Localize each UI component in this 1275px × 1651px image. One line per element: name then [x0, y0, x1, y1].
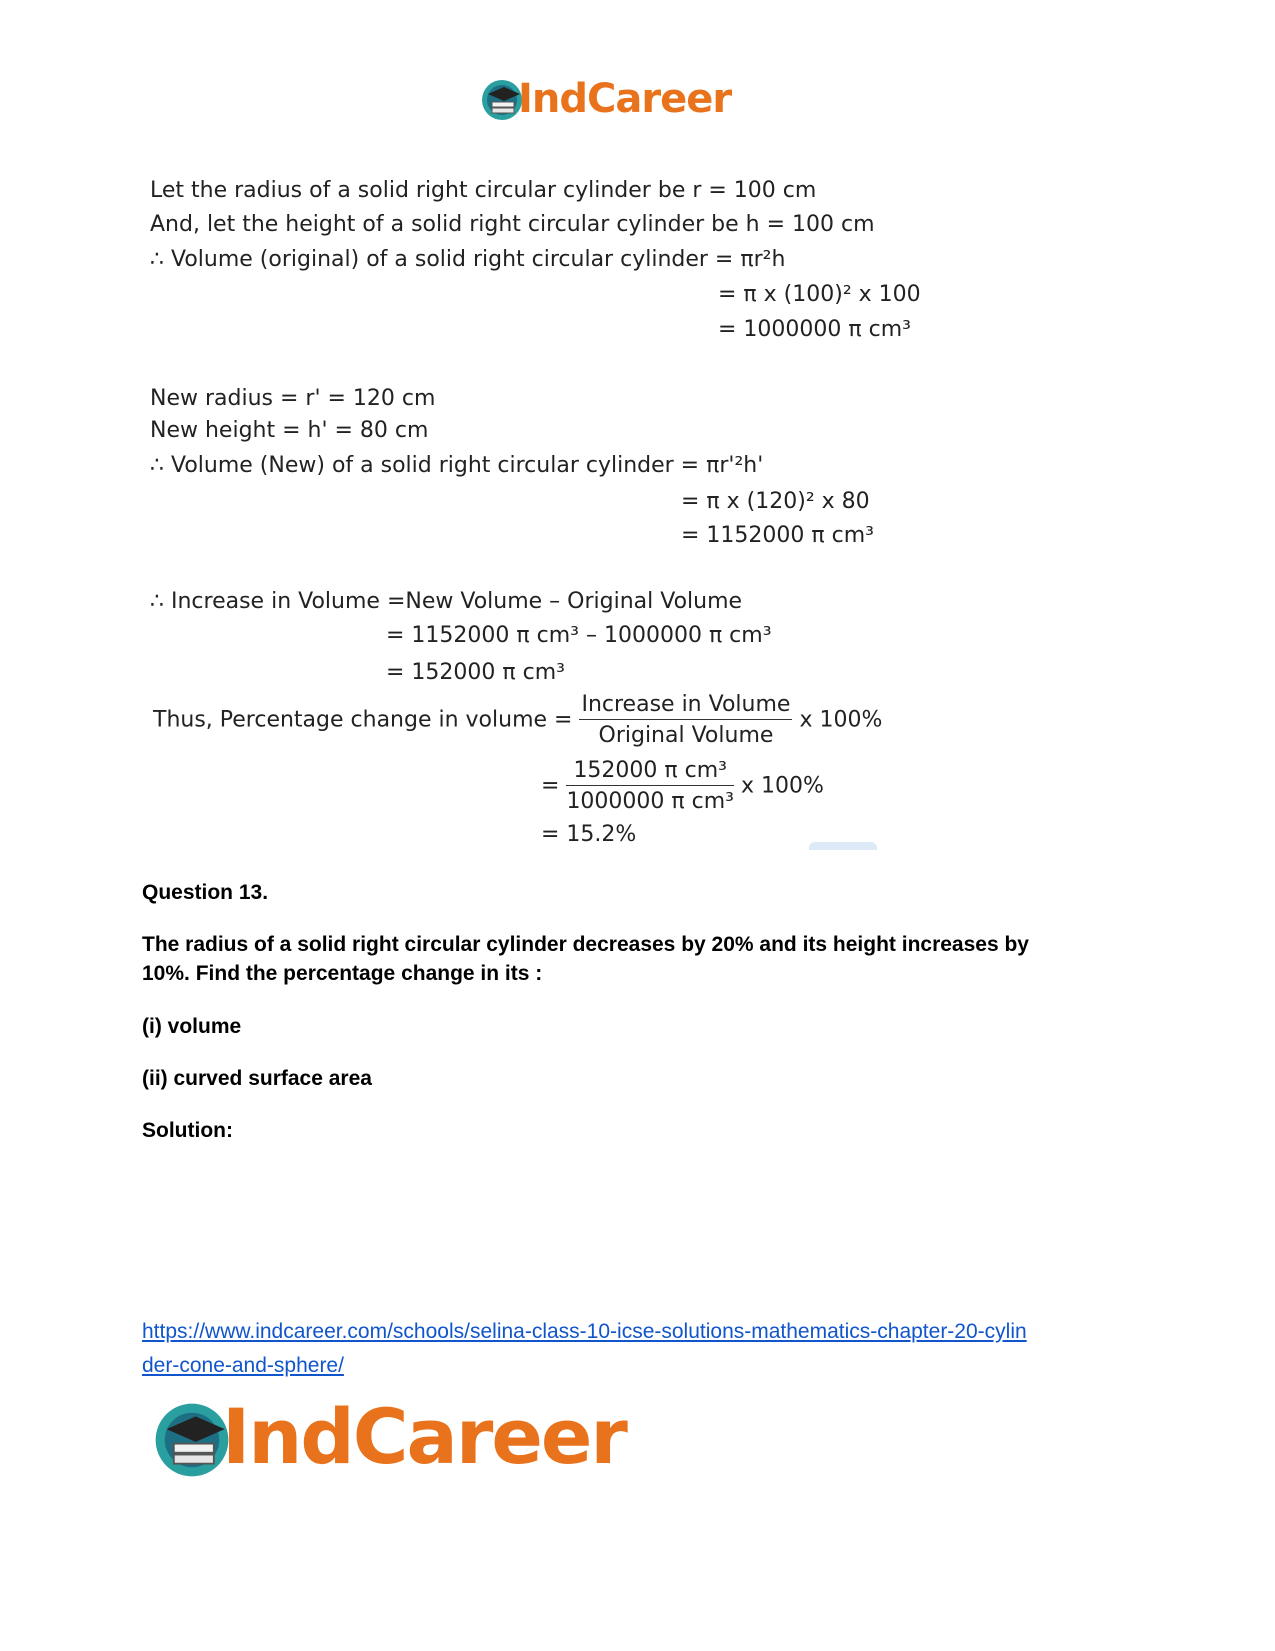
fraction-denominator: Original Volume: [598, 723, 774, 748]
footer-link-line-2[interactable]: der-cone-and-sphere/: [142, 1354, 344, 1377]
formula-prefix: Thus, Percentage change in volume =: [153, 707, 573, 733]
math-line-13: = 152000 π cm³: [386, 660, 565, 685]
question-part-i: (i) volume: [142, 1015, 242, 1038]
question-text-line-1: The radius of a solid right circular cylinder decreases by 20% and its height increases by: [142, 933, 1029, 956]
math-line-4: = π x (100)² x 100: [718, 282, 921, 307]
math-line-3: ∴ Volume (original) of a solid right circular cylinder = πr²h: [150, 247, 786, 272]
question-part-ii: (ii) curved surface area: [142, 1067, 372, 1090]
math-result: = 15.2%: [541, 822, 637, 847]
header-logo-text: IndCareer: [518, 76, 732, 122]
math-line-11: ∴ Increase in Volume =New Volume – Original Volume: [150, 589, 743, 614]
footer-logo-text: IndCareer: [222, 1392, 626, 1481]
formula-suffix: x 100%: [799, 707, 883, 733]
formula-fraction: [579, 692, 792, 748]
math-line-2: And, let the height of a solid right circular cylinder be h = 100 cm: [150, 212, 875, 237]
substitution-numerator: 152000 π cm³: [566, 758, 734, 786]
graduation-cap-icon: [152, 1400, 232, 1480]
math-line-8: ∴ Volume (New) of a solid right circular cylinder = πr'²h': [150, 453, 764, 478]
substitution-denominator: 1000000 π cm³: [566, 789, 734, 814]
question-heading: Question 13.: [142, 881, 269, 904]
math-line-7: New height = h' = 80 cm: [150, 418, 429, 443]
fraction-numerator: Increase in Volume: [579, 692, 792, 720]
math-line-6: New radius = r' = 120 cm: [150, 386, 436, 411]
substitution-prefix: =: [541, 773, 560, 799]
math-line-1: Let the radius of a solid right circular cylinder be r = 100 cm: [150, 178, 817, 203]
footer-link-line-1[interactable]: https://www.indcareer.com/schools/selina-class-10-icse-solutions-mathematics-chapter-20-cylin: [142, 1320, 1027, 1343]
question-text-line-2: 10%. Find the percentage change in its :: [142, 962, 543, 985]
substitution-fraction: [566, 758, 734, 814]
math-line-5: = 1000000 π cm³: [718, 317, 911, 342]
percentage-change-formula: [153, 692, 882, 748]
percentage-substitution: [541, 758, 824, 814]
image-artifact: [809, 842, 877, 850]
solution-label: Solution:: [142, 1119, 233, 1142]
math-line-12: = 1152000 π cm³ – 1000000 π cm³: [386, 623, 772, 648]
substitution-suffix: x 100%: [741, 773, 824, 799]
math-line-9: = π x (120)² x 80: [681, 489, 870, 514]
math-line-10: = 1152000 π cm³: [681, 523, 874, 548]
